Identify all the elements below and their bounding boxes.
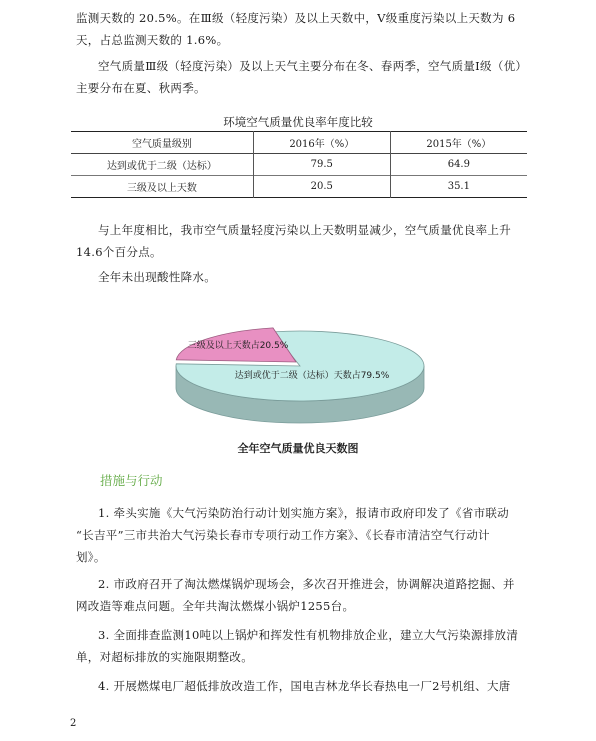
- pie-chart-svg: [166, 322, 436, 434]
- text-line: 单，对超标排放的实施限期整改。: [76, 650, 253, 664]
- table-row: [71, 154, 527, 176]
- text-line: 划》。: [76, 550, 106, 564]
- measure-item-2: [76, 573, 522, 617]
- header-cell-level: 空气质量级别: [71, 132, 253, 154]
- table-header-row: [71, 132, 527, 154]
- intro-paragraph: [76, 7, 522, 51]
- text-line: 网改造等难点问题。全年共淘汰燃煤小锅炉1255台。: [76, 599, 355, 613]
- section-heading: 措施与行动: [100, 473, 163, 488]
- text-line: 与上年度相比，我市空气质量轻度污染以上天数明显减少，空气质量优良率上升: [98, 223, 511, 237]
- table-title: 环境空气质量优良率年度比较: [223, 115, 373, 129]
- table-cell: 达到或优于二级（达标）: [71, 154, 253, 176]
- table-cell: 20.5: [253, 176, 390, 198]
- text-line: 2. 市政府召开了淘汰燃煤锅炉现场会，多次召开推进会，协调解决道路挖掘、并: [98, 577, 515, 591]
- text-line: 4. 开展燃煤电厂超低排放改造工作，国电吉林龙华长春热电一厂2号机组、大唐: [98, 679, 511, 693]
- comparison-paragraph: [76, 219, 522, 263]
- measure-item-4: [76, 675, 522, 697]
- text-line: 14.6个百分点。: [76, 245, 162, 259]
- pie-label-polluted: 三级及以上天数占20.5%: [187, 341, 289, 351]
- text-line: 1. 牵头实施《大气污染防治行动计划实施方案》，报请市政府印发了《省市联动: [98, 506, 509, 520]
- page-number: 2: [70, 718, 77, 729]
- chart-caption: 全年空气质量优良天数图: [237, 442, 359, 455]
- text-line: “长吉平”三市共治大气污染长春市专项行动工作方案》、《长春市清洁空气行动计: [76, 528, 490, 542]
- text-line: 天，占总监测天数的 1.6%。: [76, 33, 229, 47]
- season-paragraph: [76, 55, 528, 99]
- table-cell: 三级及以上天数: [71, 176, 253, 198]
- pie-label-compliant: 达到或优于二级（达标）天数占79.5%: [234, 371, 390, 381]
- text-line: 全年未出现酸性降水。: [98, 270, 216, 284]
- text-line: 监测天数的 20.5%。在Ⅲ级（轻度污染）及以上天数中，Ⅴ级重度污染以上天数为 6: [76, 11, 516, 25]
- acid-rain-paragraph: [76, 266, 522, 288]
- text-line: 空气质量Ⅲ级（轻度污染）及以上天气主要分布在冬、春两季，空气质量Ⅰ级（优）: [98, 59, 528, 73]
- table-cell: 64.9: [447, 159, 470, 170]
- measure-item-1: [76, 502, 522, 568]
- measure-item-3: [76, 624, 522, 668]
- text-line: 主要分布在夏、秋两季。: [76, 81, 206, 95]
- table-cell: 35.1: [447, 181, 470, 192]
- text-line: 3. 全面排查监测10吨以上锅炉和挥发性有机物排放企业，建立大气污染源排放清: [98, 628, 519, 642]
- table-row: [71, 176, 527, 198]
- table-cell: 79.5: [253, 154, 390, 176]
- header-cell-2015: 2015年（%）: [426, 139, 492, 150]
- pie-chart: [166, 322, 436, 434]
- comparison-table: [71, 131, 527, 198]
- header-cell-2016: 2016年（%）: [253, 132, 390, 154]
